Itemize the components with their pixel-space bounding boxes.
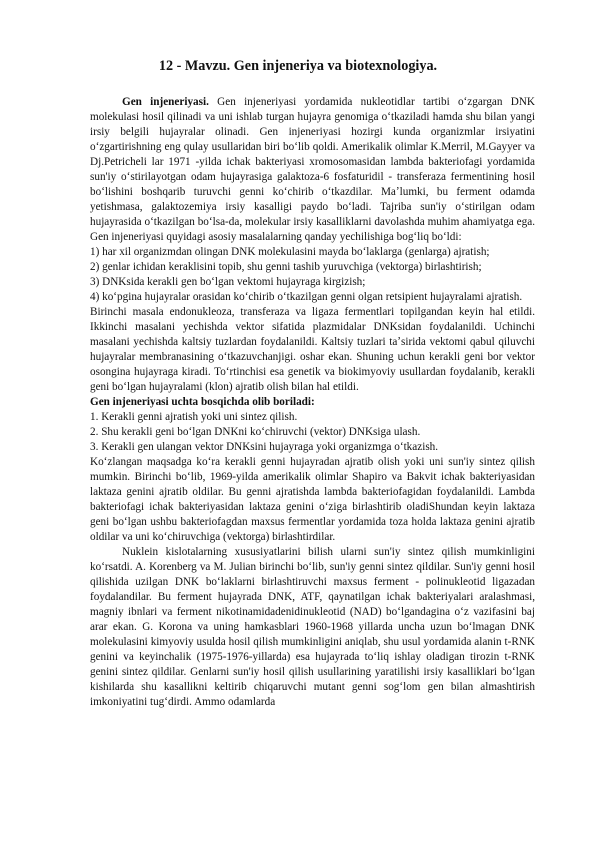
paragraph-text: Gen injeneriyasi yordamida nukleotidlar tartibi oʻzgargan DNK molekulasi hosil qilinadi va uni ishlab turgan hujayra genomiga oʻtkaziladi hamda shu bilan yangi irsiy belgili hujayralar olinadi. Gen injeneriyasi hozirgi kunda organizmlar irsiyatini oʻzgartirishning eng qulay usullaridan biri boʻlib qoldi. Amerikalik olimlar K.Merril, M.Gayyer va Dj.Petricheli lar 1971 -yilda ichak bakteriyasi xromosomasidan lambda bakteriofagi yordamida sun'iy oʻstirilayotgan odam hujayrasiga galaktoza-6 fosfaturidil - transferaza fermentining hosil boʻlishini boshqarib turuvchi genni koʻchirib oʻtkazdilar. Maʼlumki, bu ferment odamda yetishmasa, galaktozemiya irsiy kasalligi paydo boʻladi. Tajriba sun'iy oʻstirilgan odam hujayrasida oʻtkazilgan boʻlsa-da, molekular irsiy kasalliklarni davolashda muhim ahamiyatga ega. Gen injeneriyasi quyidagi asosiy masalalarning qanday yechilishiga bogʻliq boʻldi: (90, 96, 535, 243)
list-item: 1) har xil organizmdan olingan DNK molekulasini mayda boʻlaklarga (genlarga) ajratish; (90, 246, 490, 258)
list-item: 4) koʻpgina hujayralar orasidan koʻchirib oʻtkazilgan genni olgan retsipient hujayralami ajratish. (90, 291, 523, 303)
list-item: 3. Kerakli gen ulangan vektor DNKsini hujayraga yoki organizmga oʻtkazish. (90, 441, 439, 453)
section-heading-text: Gen injeneriyasi uchta bosqichda olib boriladi: (90, 396, 315, 408)
paragraph-lead-term: Gen injeneriyasi. (122, 96, 209, 108)
list-item: 2. Shu kerakli geni boʻlgan DNKni koʻchiruvchi (vektor) DNKsiga ulash. (90, 426, 421, 438)
list-item: 1. Kerakli genni ajratish yoki uni sintez qilish. (90, 411, 298, 423)
paragraph-masalalar: Birinchi masala endonukleoza, transferaza va ligaza fermentlari topilgandan keyin hal etildi. Ikkinchi masalani yechishda vektor sifatida plazmidalar DNKsidan foydalanildi. Uchinchi masalani yechishda kaltsiy tuzlardan foydalanildi. Kaltsiy tuzlari taʼsirida vektomi qabul qiluvchi hujayralar membranasining oʻtkazuvchanjigi. oshar ekan. Shuning uchun kerakli geni bor vektor osongina hujayraga kiradi. Toʻrtinchisi esa genetik va biokimyoviy usullardan foydalanib, kerakli geni boʻlgan hujayralami (klon) ajratib olish bilan hal etildi. (90, 306, 535, 393)
document-body (90, 95, 535, 710)
paragraph-nuklein: Nuklein kislotalarning xususiyatlarini bilish ularni sun'iy sintez qilish mumkinligini koʻrsatdi. A. Korenberg va M. Julian birinchi boʻlib, sun'iy genni sintez qildilar. Sun'iy genni hosil qilishida uzilgan DNK boʻlaklarni birlashtiruvchi maxsus ferment - polinukleotid ligazadan foydalandilar. Bu ferment hujayrada DNK, ATF, qaynatilgan ichak bakteriyalari aralashmasi, magniy ibnlari va ferment nikotinamidadenidinukleotid (NAD) boʻlgandagina oʻz vazifasini baj arar ekan. G. Korona va uning hamkasblari 1960-1968 yillarda uncha uzun boʻlmagan DNK molekulasini kimyoviy usulda hosil qilish mumkinligini aniqlab, shu usul yordamida alanin t-RNK genini va keyinchalik (1975-1976-yillarda) esa hujayrada toʻliq ishlay oladigan tirozin t-RNK genini sintez qildilar. Genlarni sun'iy hosil qilish usullarining yaratilishi irsiy kasalliklari boʻlgan kishilarda shu kasallikni keltirib chiqaruvchi mutant genni sogʻlom gen bilan almashtirish imkoniyatini tugʻdirdi. Ammo odamlarda (90, 546, 535, 708)
list-item: 3) DNKsida kerakli gen boʻlgan vektomi hujayraga kirgizish; (90, 276, 366, 288)
page-title: 12 - Mavzu. Gen injeneriya va biotexnologiya. (158, 58, 438, 74)
section-heading (90, 395, 535, 410)
paragraph-laktaza: Koʻzlangan maqsadga koʻra kerakli genni hujayradan ajratib olish yoki uni sun'iy sintez qilish mumkin. Birinchi boʻlib, 1969-yilda amerikalik olimlar Shapiro va Bakvit ichak bakteriyasidan laktaza genini ajratib oldilar. Bu genni ajratishda lambda bakteriofagidan foydalanildi. Lambda bakteriofagi ichak bakteriyasidan laktaza genini oʻziga birlashtirib oladiShundan keyin laktaza geni boʻlgan ushbu bakteriofagdan maxsus fermentlar yordamida toza holda laktaza genini ajratib oldilar va uni koʻchiruvchiga (vektorga) birlashtirdilar. (90, 456, 535, 543)
paragraph-gen-injeneriyasi (90, 95, 535, 245)
list-item: 2) genlar ichidan keraklisini topib, shu genni tashib yuruvchiga (vektorga) birlashtirish; (90, 261, 482, 273)
